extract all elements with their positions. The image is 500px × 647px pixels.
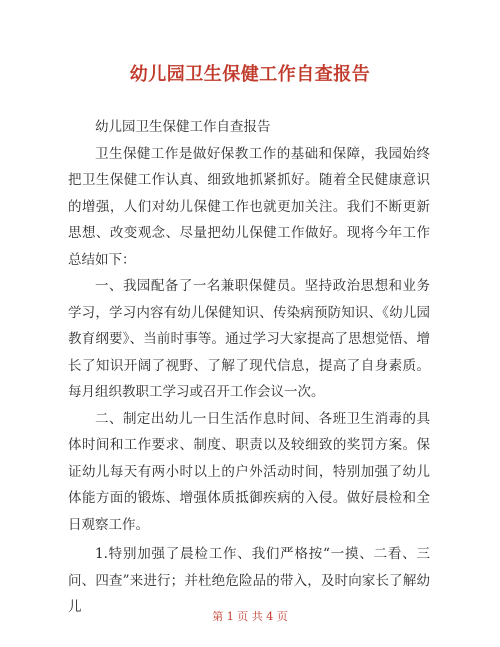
paragraph-item-1: 1.特别加强了晨检工作、我们严格按“一摸、二看、三问、四查”来进行；并杜绝危险品的带入，及时向家长了解幼儿: [68, 546, 430, 615]
paragraph-intro: 卫生保健工作是做好保教工作的基础和保障，我园始终把卫生保健工作认真、细致地抓紧抓好。随着全民健康意识的增强，人们对幼儿保健工作也就更加关注。我们不断更新思想、改变观念、尽量把幼儿保健工作做好。现将今年工作总结如下：: [68, 145, 430, 268]
page-indicator: 第 1 页 共 4 页: [212, 610, 288, 623]
document-title: 幼儿园卫生保健工作自查报告: [129, 64, 371, 85]
paragraph-section-2: 二、制定出幼儿一日生活作息时间、各班卫生消毒的具体时间和工作要求、制度、职责以及较细致的奖罚方案。保证幼儿每天有两小时以上的户外活动时间，特别加强了幼儿体能方面的锻炼、增强体质抵御疾病的入侵。做好晨检和全日观察工作。: [68, 410, 430, 533]
paragraph-section-1: 一、我园配备了一名兼职保健员。坚持政治思想和业务学习，学习内容有幼儿保健知识、传染病预防知识、《幼儿园教育纲要》、当前时事等。通过学习大家提高了思想觉悟、增长了知识开阔了视野、了解了现代信息，提高了自身素质。每月组织教职工学习或召开工作会议一次。: [68, 278, 430, 400]
document-body: [68, 114, 430, 621]
document-subtitle: 幼儿园卫生保健工作自查报告: [95, 119, 271, 135]
